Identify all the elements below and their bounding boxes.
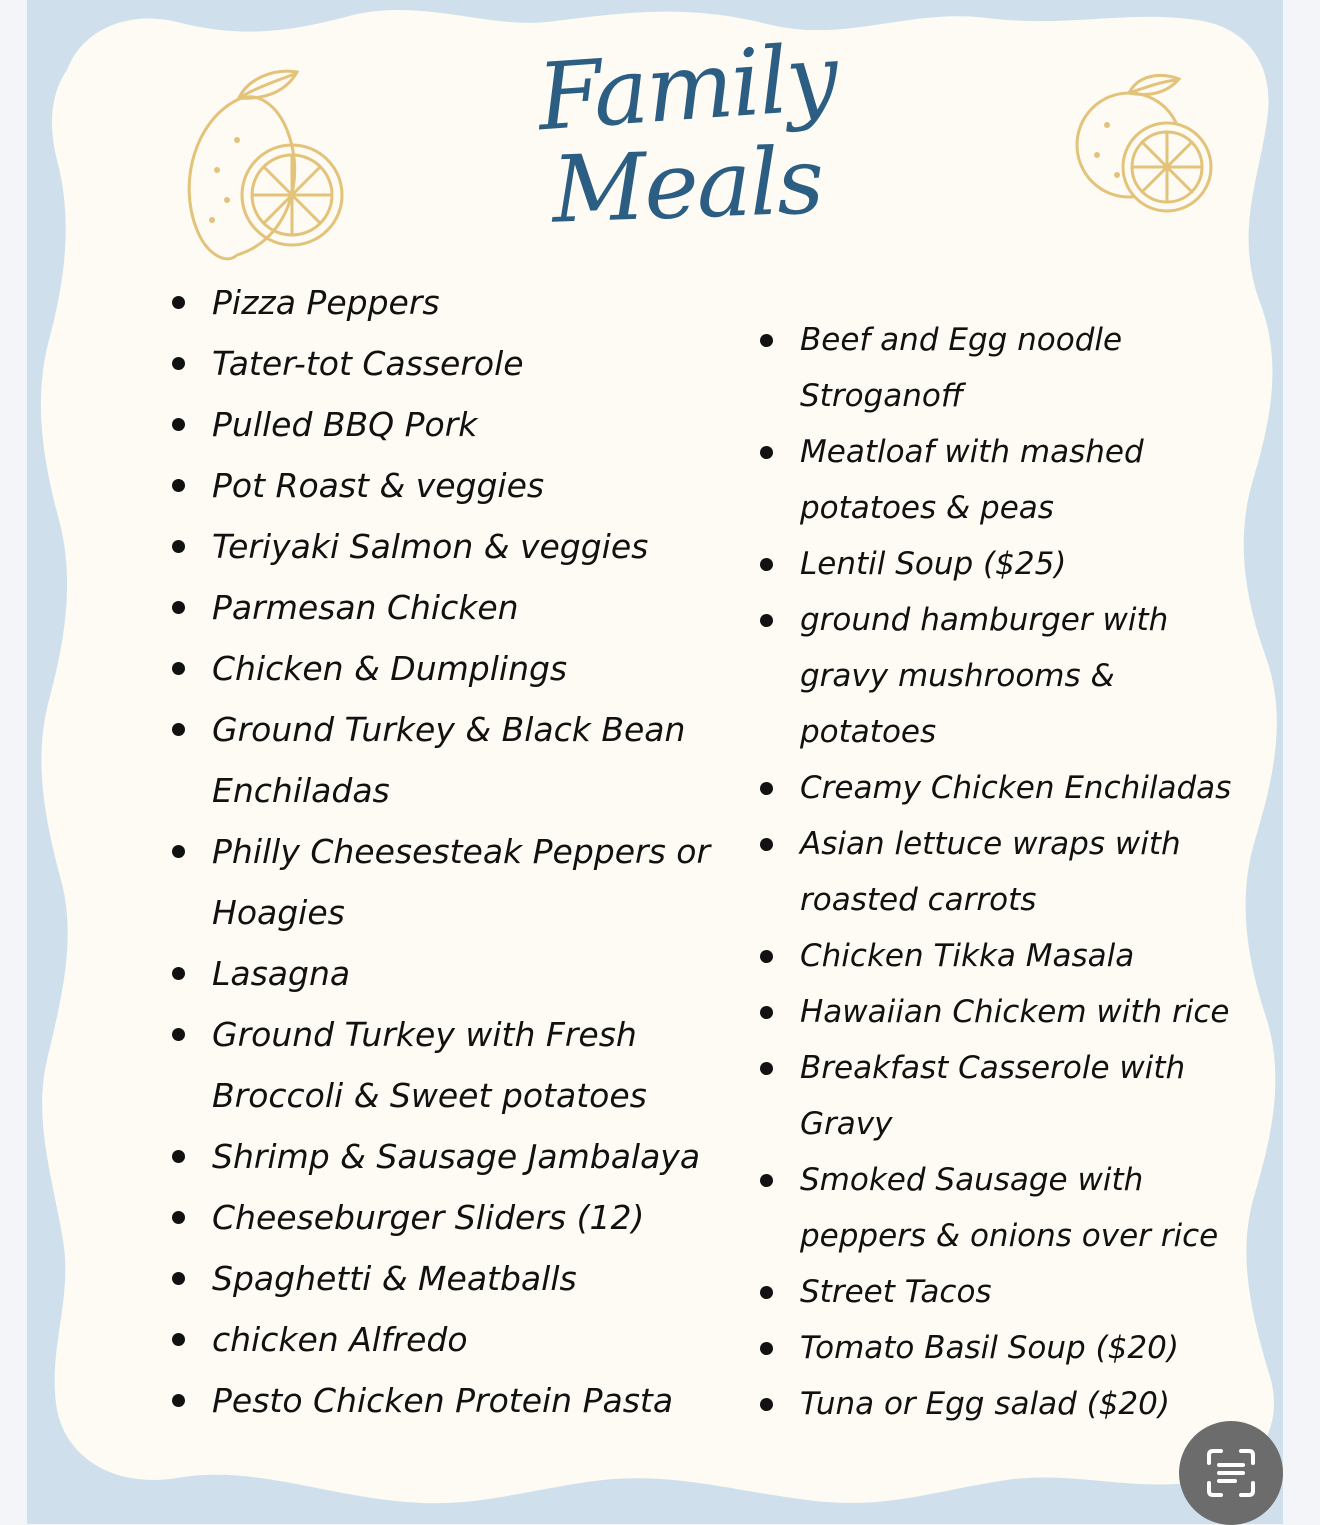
menu-page xyxy=(27,0,1283,1524)
page-title-line-2: Meals xyxy=(550,127,824,244)
list-item: Asian lettuce wraps with roasted carrots xyxy=(760,816,1260,928)
scan-text-icon xyxy=(1203,1445,1259,1501)
list-item: Ground Turkey with Fresh Broccoli & Sweet potatoes xyxy=(172,1004,732,1126)
lemon-illustration-icon xyxy=(177,60,347,270)
list-item: Tomato Basil Soup ($20) xyxy=(760,1320,1260,1376)
list-item: Smoked Sausage with peppers & onions over rice xyxy=(760,1152,1260,1264)
list-item: Cheeseburger Sliders (12) xyxy=(172,1187,732,1248)
list-item: Meatloaf with mashed potatoes & peas xyxy=(760,424,1260,536)
list-item: chicken Alfredo xyxy=(172,1309,732,1370)
meal-list-left xyxy=(172,272,732,1431)
list-item: Tuna or Egg salad ($20) xyxy=(760,1376,1260,1432)
list-item: Hawaiian Chickem with rice xyxy=(760,984,1260,1040)
list-item: Street Tacos xyxy=(760,1264,1260,1320)
list-item: Chicken Tikka Masala xyxy=(760,928,1260,984)
scan-text-button[interactable] xyxy=(1179,1421,1283,1525)
list-item: Pizza Peppers xyxy=(172,272,732,333)
page-title-line-1: Family xyxy=(534,23,840,152)
list-item: Pesto Chicken Protein Pasta xyxy=(172,1370,732,1431)
list-item: Philly Cheesesteak Peppers or Hoagies xyxy=(172,821,732,943)
list-item: Lasagna xyxy=(172,943,732,1004)
list-item: Tater-tot Casserole xyxy=(172,333,732,394)
list-item: Teriyaki Salmon & veggies xyxy=(172,516,732,577)
list-item: Creamy Chicken Enchiladas xyxy=(760,760,1260,816)
list-item: Spaghetti & Meatballs xyxy=(172,1248,732,1309)
list-item: Lentil Soup ($25) xyxy=(760,536,1260,592)
list-item: Pulled BBQ Pork xyxy=(172,394,732,455)
list-item: Pot Roast & veggies xyxy=(172,455,732,516)
list-item: Beef and Egg noodle Stroganoff xyxy=(760,312,1260,424)
orange-illustration-icon xyxy=(1067,65,1227,225)
list-item: Breakfast Casserole with Gravy xyxy=(760,1040,1260,1152)
meal-list-right xyxy=(760,312,1260,1432)
list-item: Ground Turkey & Black Bean Enchiladas xyxy=(172,699,732,821)
list-item: Parmesan Chicken xyxy=(172,577,732,638)
list-item: Chicken & Dumplings xyxy=(172,638,732,699)
list-item: ground hamburger with gravy mushrooms & potatoes xyxy=(760,592,1260,760)
list-item: Shrimp & Sausage Jambalaya xyxy=(172,1126,732,1187)
